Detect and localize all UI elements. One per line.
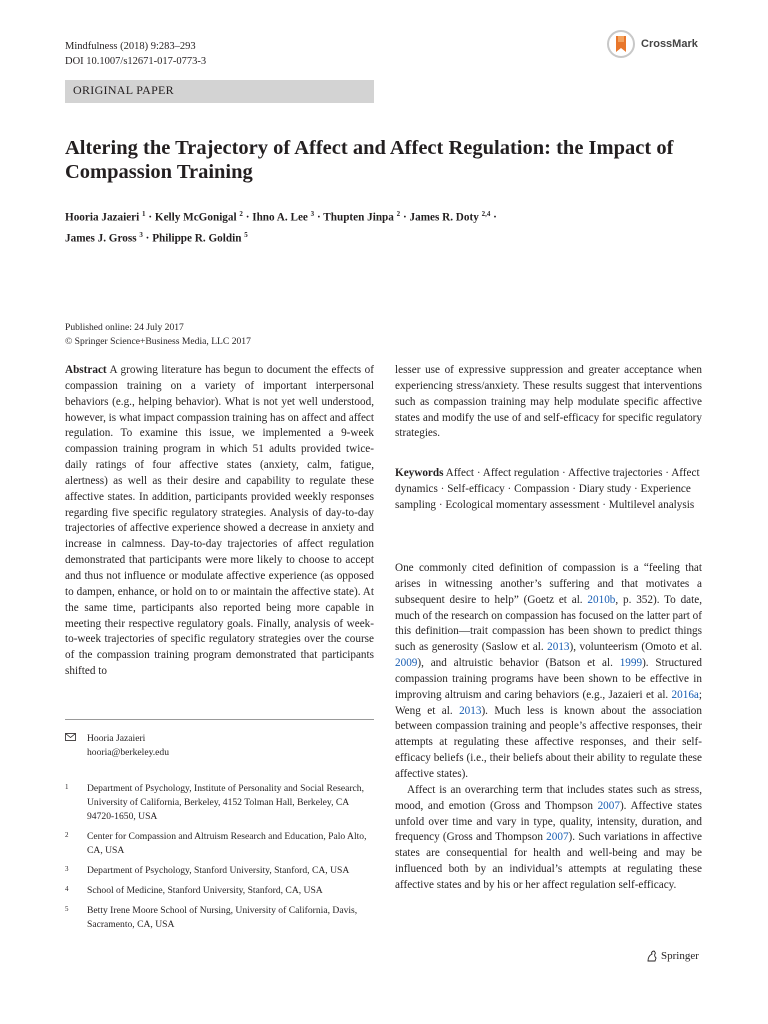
affiliation-item (65, 864, 374, 878)
author-name[interactable]: James J. Gross (65, 232, 137, 245)
affiliation-number: 5 (65, 905, 69, 913)
citation-link[interactable]: 2013 (459, 704, 482, 717)
paper-type-banner (65, 80, 374, 103)
crossmark-badge[interactable] (607, 30, 698, 58)
citation-link[interactable]: 2010b (587, 593, 616, 606)
affiliation-item (65, 830, 374, 858)
citation-link[interactable]: 1999 (619, 657, 643, 670)
citation-link[interactable]: 2009 (395, 657, 418, 670)
author-affiliation-marker: 3 (310, 210, 315, 218)
citation-link[interactable]: 2007 (597, 799, 620, 812)
author-affiliation-marker: 2,4 (481, 210, 491, 218)
paper-type-label: ORIGINAL PAPER (73, 83, 174, 97)
author-name[interactable]: James R. Doty (409, 211, 479, 224)
affiliation-item (65, 884, 374, 898)
body-text-run: ), and altruistic behavior (Batson et al. (417, 657, 620, 670)
abstract (65, 363, 374, 680)
body-text-run: , p. 352). To date, much of the research on compassion has focused on the latter part of this definition—trait compassion has been shown to predict things such as generosity (Saslow et al. (395, 593, 702, 654)
envelope-icon (65, 732, 77, 760)
abstract-label: Abstract (65, 364, 107, 376)
body-text-run: ). Structured compassion training programs have been shown to be effective in improving altruism and caring behaviors (e.g., Jazaieri et al. (395, 657, 703, 701)
affiliation-item (65, 904, 374, 932)
contact-name: Hooria Jazaieri (87, 733, 146, 744)
affiliation-item (65, 782, 374, 824)
affiliation-text: School of Medicine, Stanford University, Stanford, CA, USA (87, 885, 323, 896)
doi-line[interactable]: DOI 10.1007/s12671-017-0773-3 (65, 56, 207, 67)
author-affiliation-marker: 3 (139, 230, 143, 239)
body-text-run: ), volunteerism (Omoto et al. (569, 641, 703, 654)
body-text-run: ; Weng et al. (395, 688, 702, 717)
author-affiliation-marker: 1 (142, 210, 146, 218)
body-text-run: ). Much less is known about the association between compassion training and people’s affective responses, their attempts at regulating these affective responses, and their self-efficacy beliefs (i.e., their beliefs about their ability to regulate these affective states). (395, 704, 702, 780)
copyright-line: © Springer Science+Business Media, LLC 2017 (65, 336, 251, 347)
affiliations (65, 782, 374, 938)
keywords (395, 466, 702, 514)
springer-logo (646, 950, 699, 962)
affiliation-text: Center for Compassion and Altruism Research and Education, Palo Alto, CA, USA (87, 831, 367, 856)
author-affiliation-marker: 2 (396, 210, 401, 218)
published-date: Published online: 24 July 2017 (65, 322, 184, 333)
author-name[interactable]: Ihno A. Lee (252, 211, 308, 224)
author-name[interactable]: Hooria Jazaieri (65, 211, 140, 224)
abstract-text: A growing literature has begun to document the effects of compassion training on a variety of important interpersonal behaviors (e.g., helping behavior). What is not yet well understood, however, is what impact compassion training has on affect and affect regulation. To examine this issue, we implemented a 9-week compassion training program in which 51 adults provided twice-daily ratings of four affective states (anxiety, calm, fatigue, alertness) as well as their desire and capability to regulate these affective states. In addition, participants provided weekly responses regarding five specific regulatory strategies. Analysis of day-to-day trajectories of affective experience showed a decrease in anxiety and increase in calmness. Day-to-day trajectories of affect regulation demonstrated that participants were more likely to choose to accept and thus not influence or modulate affective experience (as opposed to dampen, enhance, or hold on to or maintain the affective state). At the same time, participants also reported being more capable in meeting their respective regulatory goals. Finally, analysis of week-to-week trajectories of specific regulatory strategies over the course of the compassion training program demonstrated that participants shifted to (65, 364, 374, 678)
keywords-text: Affect · Affect regulation · Affective trajectories · Affect dynamics · Self-efficacy · Compassion · Diary study · Experience sampling · Ecological momentary assessment · Multilevel analysis (395, 467, 700, 511)
footnote-divider (65, 719, 374, 720)
affiliation-number: 4 (65, 885, 69, 893)
affiliation-number: 1 (65, 783, 69, 791)
body-text-run: One commonly cited definition of compassion is a “feeling that arises in witnessing another’s suffering and that motivates a subsequent desire to help” (Goetz et al. (395, 562, 702, 606)
author-name[interactable]: Thupten Jinpa (323, 211, 394, 224)
citation-link[interactable]: 2013 (547, 641, 570, 654)
publication-info (65, 321, 251, 349)
paragraph-2 (395, 783, 702, 894)
citation-link[interactable]: 2007 (546, 831, 569, 844)
springer-horse-icon (646, 950, 658, 962)
author-name[interactable]: Philippe R. Goldin (152, 232, 242, 245)
body-text-run: ). Affective states unfold over time and vary in type, quality, intensity, duration, and frequency (Gross and Thompson (395, 799, 703, 844)
affiliation-text: Department of Psychology, Stanford University, Stanford, CA, USA (87, 865, 350, 876)
abstract-continued-text: lesser use of expressive suppression and greater acceptance when experiencing stress/anxiety. These results suggest that interventions such as compassion training may help modulate specific affective states and modify the use of and self-efficacy for specific regulatory strategies. (395, 364, 702, 440)
author-list: Hooria Jazaieri $^1$ · Kelly McGonigal $^2$ · Ihno A. Lee $^3$ · Thupten Jinpa $^2$ · James R. Doty $^{2,4}$ · James J. Gross $^3$ · Philippe R. Goldin $^5$ (65, 210, 497, 245)
body-text-run: Affect is an overarching term that includes states such as stress, mood, and emotion (Gross and Thompson (395, 783, 702, 812)
body-text-run: ). Such variations in affective states are consequential for health and well-being and may be influenced both by an individual’s attempts at regulating these affective states and by his or her affect regulation self-efficacy. (395, 831, 702, 891)
contact-email[interactable]: hooria@berkeley.edu (87, 747, 169, 758)
paragraph-1 (395, 561, 702, 783)
citation-link[interactable]: 2016a (671, 688, 699, 701)
paper-title: Altering the Trajectory of Affect and Affect Regulation: the Impact of Compassion Training (65, 137, 674, 183)
affiliation-number: 2 (65, 831, 69, 839)
author-affiliation-marker: 5 (244, 230, 248, 239)
crossmark-icon (607, 30, 635, 58)
crossmark-label: CrossMark (641, 38, 698, 50)
author-name[interactable]: Kelly McGonigal (154, 211, 237, 224)
affiliation-text: Betty Irene Moore School of Nursing, University of California, Davis, Sacramento, CA, USA (87, 905, 358, 930)
springer-label: Springer (661, 950, 699, 962)
journal-citation (65, 39, 206, 69)
affiliation-text: Department of Psychology, Institute of Personality and Social Research, University of California, Berkeley, 4152 Tolman Hall, Berkeley, CA 94720-1650, USA (87, 783, 365, 822)
keywords-label: Keywords (395, 467, 444, 479)
affiliation-number: 3 (65, 865, 69, 873)
author-affiliation-marker: 2 (239, 210, 243, 218)
corresponding-author (65, 732, 169, 760)
journal-line: Mindfulness (2018) 9:283–293 (65, 41, 196, 52)
abstract-continued (395, 363, 702, 442)
body-text (395, 561, 702, 894)
